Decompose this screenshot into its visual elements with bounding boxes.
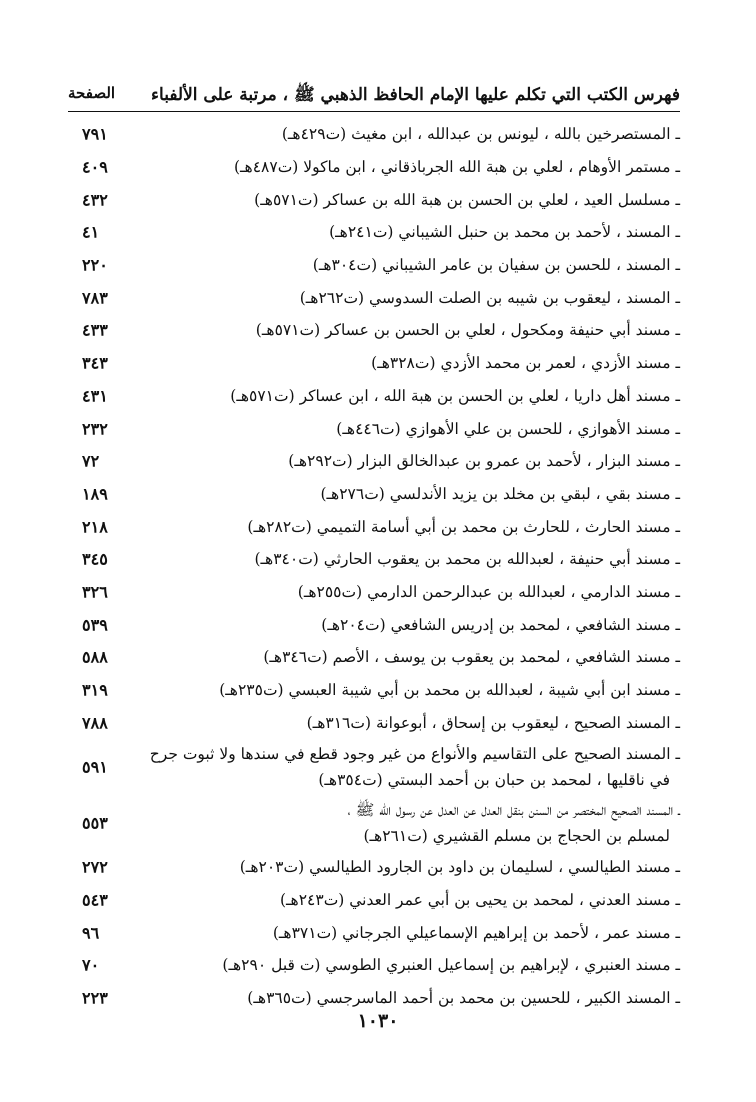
index-entry bbox=[68, 543, 680, 576]
entry-title bbox=[150, 121, 680, 147]
index-entry bbox=[68, 314, 680, 347]
entry-title-line: ـ مسلسل العيد ، لعلي بن الحسن بن هبة الله بن عساكر (ت٥٧١هـ) bbox=[254, 190, 680, 209]
index-entry-list bbox=[68, 118, 680, 1015]
entry-title bbox=[150, 219, 680, 245]
entry-title-line: ـ مسند عمر ، لأحمد بن إبراهيم الإسماعيلي الجرجاني (ت٣٧١هـ) bbox=[272, 923, 680, 942]
entry-title-line: ـ المسند الصحيح على التقاسيم والأنواع من غير وجود قطع في سندها ولا ثبوت جرح bbox=[149, 745, 680, 764]
entry-title bbox=[150, 383, 680, 409]
entry-page-number: ٧٢ bbox=[82, 451, 100, 471]
entry-page-number: ٤٠٩ bbox=[82, 157, 108, 177]
index-entry bbox=[68, 183, 680, 216]
index-entry bbox=[68, 795, 680, 851]
entry-page-number: ٧٩١ bbox=[82, 124, 108, 144]
entry-page-number: ٥٣٩ bbox=[82, 615, 108, 635]
entry-title-line: ـ مسند العدني ، لمحمد بن يحيى بن أبي عمر العدني (ت٢٤٣هـ) bbox=[279, 891, 680, 910]
entry-title-line: ـ مستمر الأوهام ، لعلي بن هبة الله الجرباذقاني ، ابن ماكولا (ت٤٨٧هـ) bbox=[233, 158, 680, 177]
entry-title bbox=[150, 317, 680, 343]
index-entry bbox=[68, 249, 680, 282]
index-entry bbox=[68, 216, 680, 249]
entry-title-line: ـ مسند الدارمي ، لعبدالله بن عبدالرحمن الدارمي (ت٢٥٥هـ) bbox=[297, 582, 680, 601]
entry-page-number: ٧٨٣ bbox=[82, 288, 108, 308]
index-entry bbox=[68, 151, 680, 184]
entry-title bbox=[150, 887, 680, 913]
entry-title-line: ـ مسند أبي حنيفة ، لعبدالله بن محمد بن يعقوب الحارثي (ت٣٤٠هـ) bbox=[254, 550, 680, 569]
entry-title-line: ـ مسند الأزدي ، لعمر بن محمد الأزدي (ت٣٢٨هـ) bbox=[371, 354, 680, 373]
entry-title bbox=[150, 797, 680, 849]
entry-title-line: ـ المسند ، لأحمد بن محمد بن حنبل الشيباني (ت٢٤١هـ) bbox=[329, 223, 680, 242]
entry-title-line: ـ مسند البزار ، لأحمد بن عمرو بن عبدالخالق البزار (ت٢٩٢هـ) bbox=[288, 452, 680, 471]
index-entry bbox=[68, 478, 680, 511]
header-divider bbox=[68, 111, 680, 112]
entry-title-line: ـ مسند الشافعي ، لمحمد بن يعقوب بن يوسف ، الأصم (ت٣٤٦هـ) bbox=[263, 648, 680, 667]
entry-title bbox=[150, 854, 680, 880]
entry-title bbox=[150, 252, 680, 278]
index-entry bbox=[68, 949, 680, 982]
entry-title bbox=[150, 952, 680, 978]
index-entry bbox=[68, 884, 680, 917]
index-entry bbox=[68, 118, 680, 151]
entry-page-number: ٥٨٨ bbox=[82, 647, 108, 667]
entry-title bbox=[150, 710, 680, 736]
entry-page-number: ٧٨٨ bbox=[82, 713, 108, 733]
entry-title bbox=[150, 644, 680, 670]
index-entry bbox=[68, 706, 680, 739]
entry-page-number: ٢١٨ bbox=[82, 517, 108, 537]
entry-title-line: ـ مسند أبي حنيفة ومكحول ، لعلي بن الحسن بن عساكر (ت٥٧١هـ) bbox=[255, 321, 680, 340]
entry-page-number: ٢٢٠ bbox=[82, 255, 108, 275]
entry-page-number: ٣١٩ bbox=[82, 680, 108, 700]
index-entry bbox=[68, 641, 680, 674]
entry-title-continuation: لمسلم بن الحجاج بن مسلم القشيري (ت٢٦١هـ) bbox=[363, 827, 670, 846]
entry-page-number: ٤٣١ bbox=[82, 386, 108, 406]
entry-page-number: ٢٢٣ bbox=[82, 988, 108, 1008]
entry-page-number: ٢٧٢ bbox=[82, 857, 108, 877]
entry-title-line: ـ مسند بقي ، لبقي بن مخلد بن يزيد الأندلسي (ت٢٧٦هـ) bbox=[320, 484, 680, 503]
entry-title bbox=[150, 546, 680, 572]
entry-title bbox=[150, 350, 680, 376]
index-entry bbox=[68, 576, 680, 609]
entry-page-number: ٣٤٣ bbox=[82, 353, 108, 373]
entry-title bbox=[150, 985, 680, 1011]
entry-page-number: ٧٠ bbox=[82, 955, 100, 975]
page-header bbox=[68, 80, 680, 114]
index-entry bbox=[68, 739, 680, 795]
entry-title-continuation: في ناقليها ، لمحمد بن حبان بن أحمد البستي (ت٣٥٤هـ) bbox=[318, 771, 670, 790]
entry-title bbox=[150, 514, 680, 540]
index-entry bbox=[68, 281, 680, 314]
entry-title bbox=[150, 612, 680, 638]
entry-title-line: ـ المسند الكبير ، للحسين بن محمد بن أحمد الماسرجسي (ت٣٦٥هـ) bbox=[247, 989, 680, 1008]
entry-title bbox=[150, 448, 680, 474]
index-entry bbox=[68, 347, 680, 380]
entry-title-line: ـ مسند الأهوازي ، للحسن بن علي الأهوازي (ت٤٤٦هـ) bbox=[336, 419, 680, 438]
index-entry bbox=[68, 380, 680, 413]
entry-title bbox=[150, 285, 680, 311]
entry-title-line: ـ المستصرخين بالله ، ليونس بن عبدالله ، ابن مغيث (ت٤٢٩هـ) bbox=[281, 125, 680, 144]
entry-title-line: ـ المسند ، ليعقوب بن شيبه بن الصلت السدوسي (ت٢٦٢هـ) bbox=[299, 288, 680, 307]
entry-title bbox=[150, 741, 680, 793]
entry-title-line: ـ مسند ابن أبي شيبة ، لعبدالله بن محمد بن أبي شيبة العبسي (ت٢٣٥هـ) bbox=[219, 681, 680, 700]
entry-title bbox=[150, 677, 680, 703]
entry-page-number: ٥٩١ bbox=[82, 757, 108, 777]
entry-title bbox=[150, 154, 680, 180]
index-entry bbox=[68, 510, 680, 543]
index-entry bbox=[68, 608, 680, 641]
index-entry bbox=[68, 851, 680, 884]
entry-title-line: ـ مسند الحارث ، للحارث بن محمد بن أبي أسامة التميمي (ت٢٨٢هـ) bbox=[247, 517, 680, 536]
index-entry bbox=[68, 412, 680, 445]
entry-title-line: ـ مسند العنبري ، لإبراهيم بن إسماعيل العنبري الطوسي (ت قبل ٢٩٠هـ) bbox=[222, 956, 680, 975]
entry-title-line: ـ المسند الصحيح ، ليعقوب بن إسحاق ، أبوعوانة (ت٣١٦هـ) bbox=[306, 713, 680, 732]
entry-page-number: ٩٦ bbox=[82, 923, 100, 943]
entry-page-number: ٤٣٣ bbox=[82, 320, 108, 340]
entry-title-line: ـ مسند الشافعي ، لمحمد بن إدريس الشافعي (ت٢٠٤هـ) bbox=[321, 615, 680, 634]
entry-page-number: ٥٥٣ bbox=[82, 813, 108, 833]
index-title: فهرس الكتب التي تكلم عليها الإمام الحافظ الذهبي ﷺ ، مرتبة على الألفباء bbox=[151, 85, 680, 105]
entry-page-number: ٢٣٢ bbox=[82, 419, 108, 439]
entry-page-number: ٤١ bbox=[82, 222, 100, 242]
entry-title bbox=[150, 920, 680, 946]
entry-title-line: ـ المسند ، للحسن بن سفيان بن عامر الشيباني (ت٣٠٤هـ) bbox=[312, 256, 680, 275]
entry-page-number: ١٨٩ bbox=[82, 484, 108, 504]
entry-page-number: ٤٣٢ bbox=[82, 190, 108, 210]
index-entry bbox=[68, 445, 680, 478]
entry-title-line: ـ مسند الطيالسي ، لسليمان بن داود بن الجارود الطيالسي (ت٢٠٣هـ) bbox=[239, 858, 680, 877]
entry-title bbox=[150, 416, 680, 442]
entry-page-number: ٣٢٦ bbox=[82, 582, 108, 602]
index-entry bbox=[68, 916, 680, 949]
page-number: ١٠٣٠ bbox=[357, 1010, 399, 1032]
index-entry bbox=[68, 674, 680, 707]
entry-title-line: ـ المسند الصحيح المختصر من السنن بنقل العدل عن العدل عن رسول الله ﷺ ، bbox=[347, 801, 680, 820]
entry-title bbox=[150, 187, 680, 213]
entry-page-number: ٥٤٣ bbox=[82, 890, 108, 910]
page-column-label: الصفحة bbox=[68, 84, 116, 102]
entry-title bbox=[150, 481, 680, 507]
entry-page-number: ٣٤٥ bbox=[82, 549, 108, 569]
entry-title bbox=[150, 579, 680, 605]
entry-title-line: ـ مسند أهل داريا ، لعلي بن الحسن بن هبة الله ، ابن عساكر (ت٥٧١هـ) bbox=[230, 386, 680, 405]
